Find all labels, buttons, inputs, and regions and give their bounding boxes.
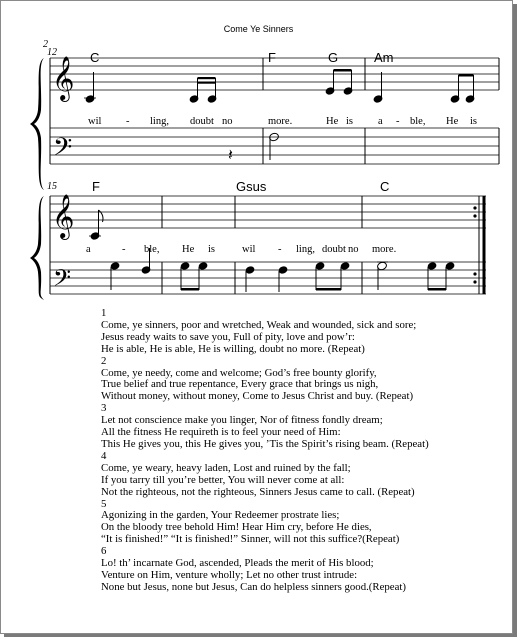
barlines-2 — [50, 196, 484, 294]
verse-line: Lo! th’ incarnate God, ascended, Pleads the merit of His blood; — [101, 557, 374, 570]
verse-line: Come, ye sinners, poor and wretched, Weak and wounded, sick and sore; — [101, 318, 417, 331]
svg-text:He: He — [326, 116, 339, 127]
chord-label: F — [92, 179, 100, 194]
svg-text:-: - — [278, 244, 282, 255]
music-score — [0, 0, 517, 305]
svg-text:no: no — [348, 244, 359, 255]
svg-text:He: He — [446, 116, 459, 127]
chord-label: C — [380, 179, 390, 194]
measure-number-12: 12 — [47, 47, 57, 58]
verse-6 — [101, 546, 501, 594]
chord-label: Gsus — [236, 179, 267, 194]
treble-clef-icon: 𝄞 — [52, 194, 75, 238]
verses-block — [101, 308, 501, 594]
verse-line: None but Jesus, none but Jesus, Can do helpless sinners good.(Repeat) — [101, 580, 406, 593]
svg-text:doubt: doubt — [190, 116, 214, 127]
verse-line: Agonizing in the garden, Your Redeemer prostrate lies; — [101, 509, 340, 522]
bass-clef-icon: 𝄢 — [53, 264, 72, 297]
verse-line: Come, ye weary, heavy laden, Lost and ruined by the fall; — [101, 461, 351, 474]
svg-text:no: no — [222, 116, 233, 127]
verse-line: Without money, without money, Come to Jesus Christ and buy. (Repeat) — [101, 390, 414, 403]
verse-5 — [101, 499, 501, 547]
verse-line: All the fitness He requireth is to feel your need of Him: — [101, 426, 341, 439]
verse-number: 5 — [101, 497, 107, 510]
verse-line: On the bloody tree behold Him! Hear Him cry, before He dies, — [101, 521, 372, 534]
svg-text:𝄽: 𝄽 — [228, 145, 233, 164]
measure-number-15: 15 — [47, 181, 57, 192]
verse-line: Let not conscience make you linger, Nor of fitness fondly dream; — [101, 414, 383, 427]
treble-notes-2 — [89, 210, 103, 240]
chord-label: F — [268, 50, 276, 65]
verse-number: 3 — [101, 402, 107, 415]
verse-line: Not the righteous, not the righteous, Sinners Jesus came to call. (Repeat) — [101, 485, 415, 498]
verse-line: If you tarry till you’re better, You will never come at all: — [101, 473, 345, 486]
svg-text:is: is — [470, 116, 478, 127]
treble-clef-icon: 𝄞 — [52, 56, 75, 100]
svg-text:-: - — [396, 116, 400, 127]
verse-line: “It is finished!” “It is finished!” Sinner, will not this suffice?(Repeat) — [101, 533, 400, 546]
svg-text:He: He — [182, 244, 195, 255]
verse-line: Jesus ready waits to save you, Full of pity, love and pow’r: — [101, 330, 355, 343]
chord-label: G — [328, 50, 339, 65]
verse-line: This He gives you, this He gives you, ’Tis the Spirit’s rising beam. (Repeat) — [101, 437, 429, 450]
treble-staff-2 — [50, 196, 486, 228]
verse-line: Come, ye needy, come and welcome; God’s free bounty glorify, — [101, 366, 377, 379]
lyrics-line-1 — [88, 116, 477, 127]
verse-line: He is able, He is able, He is willing, doubt no more. (Repeat) — [101, 342, 365, 355]
svg-text:is: is — [346, 116, 354, 127]
page-mark: 2 — [43, 39, 48, 50]
verse-number: 2 — [101, 354, 107, 367]
svg-text:more.: more. — [372, 244, 397, 255]
grand-staff-brace — [30, 196, 44, 300]
bass-clef-icon: 𝄢 — [53, 133, 73, 168]
verse-number: 1 — [101, 307, 107, 319]
svg-text:-: - — [122, 244, 126, 255]
chord-label: C — [90, 50, 100, 65]
svg-text:wil: wil — [88, 116, 102, 127]
svg-text:doubt: doubt — [322, 244, 346, 255]
song-title: Come Ye Sinners — [223, 24, 294, 34]
svg-text:more.: more. — [268, 116, 293, 127]
verse-3 — [101, 403, 501, 451]
verse-2 — [101, 356, 501, 404]
verse-1 — [101, 308, 501, 356]
svg-text:a: a — [86, 244, 91, 255]
verse-number: 4 — [101, 449, 107, 462]
svg-text:is: is — [208, 244, 216, 255]
chord-label: Am — [374, 50, 394, 65]
lyrics-line-2 — [86, 244, 396, 255]
svg-text:-: - — [126, 116, 130, 127]
svg-text:ble,: ble, — [410, 116, 426, 127]
verse-number: 6 — [101, 545, 107, 558]
verse-line: Venture on Him, venture wholly; Let no other trust intrude: — [101, 568, 358, 581]
svg-text:ling,: ling, — [296, 244, 315, 255]
verse-line: True belief and true repentance, Every grace that brings us nigh, — [101, 378, 379, 391]
svg-text:a: a — [378, 116, 383, 127]
svg-text:ling,: ling, — [150, 116, 169, 127]
svg-text:wil: wil — [242, 244, 256, 255]
repeat-sign-icon — [473, 206, 476, 283]
verse-4 — [101, 451, 501, 499]
grand-staff-brace — [30, 58, 44, 190]
svg-text:ble,: ble, — [144, 244, 160, 255]
